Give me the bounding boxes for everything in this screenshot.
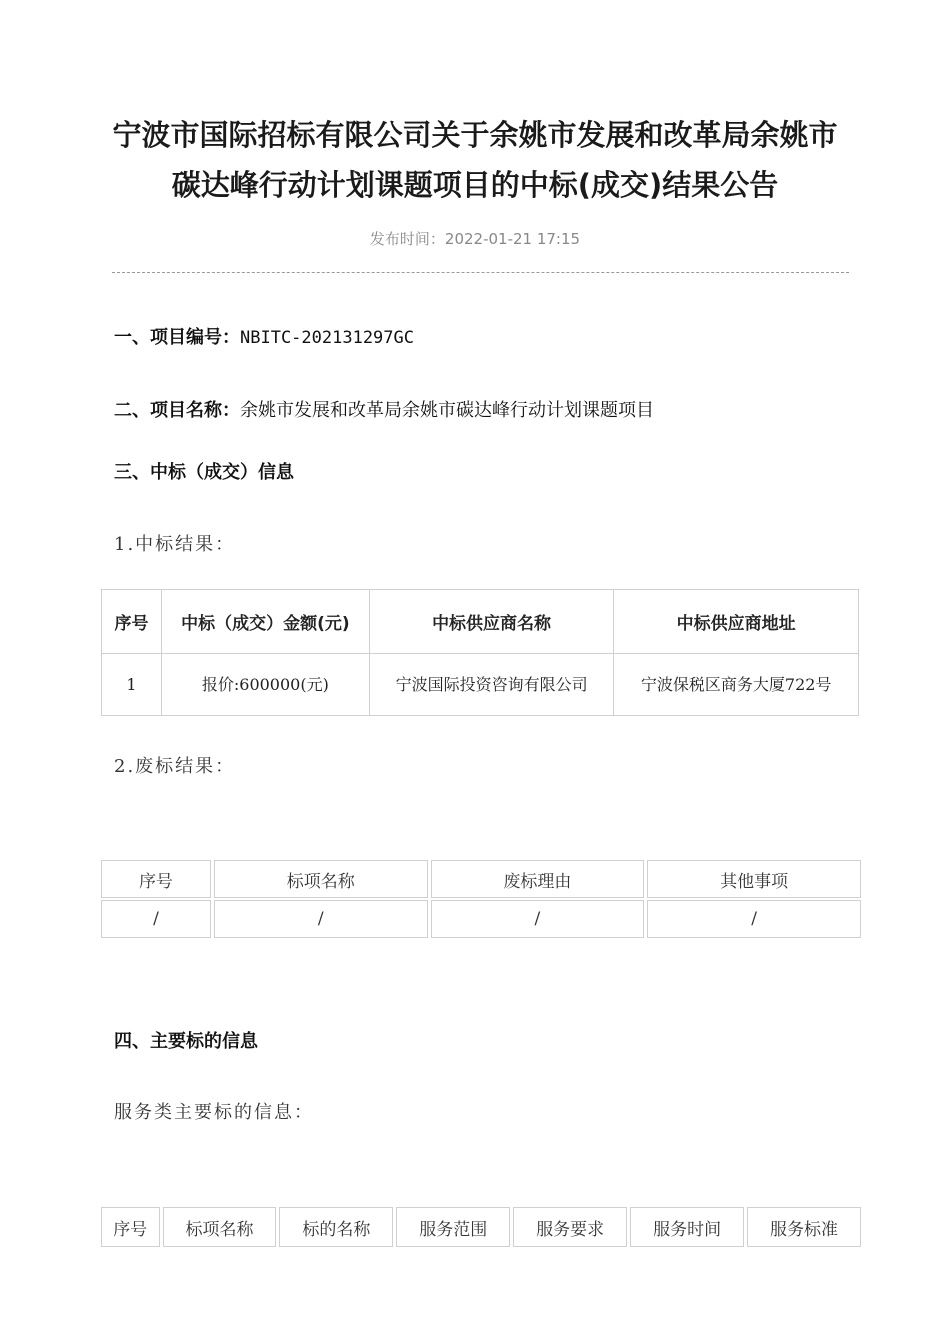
service-header-subject-name: 标的名称 — [279, 1207, 393, 1247]
fail-cell-reason: / — [431, 900, 645, 938]
section-project-name — [114, 396, 654, 422]
win-header-index: 序号 — [102, 590, 162, 654]
publish-time: 发布时间：2022-01-21 17:15 — [369, 230, 581, 248]
section-project-name-label: 二、项目名称： — [114, 400, 240, 421]
dashed-divider — [112, 272, 849, 273]
section-award-info: 三、中标（成交）信息 — [114, 462, 294, 483]
service-header-standard: 服务标准 — [747, 1207, 861, 1247]
service-subject-table — [98, 1205, 864, 1249]
win-cell-supplier-address: 宁波保税区商务大厦722号 — [614, 654, 859, 716]
fail-header-lot-name: 标项名称 — [214, 860, 428, 898]
win-result-label: 1.中标结果： — [114, 534, 236, 555]
service-header-lot-name: 标项名称 — [163, 1207, 277, 1247]
section-main-subject: 四、主要标的信息 — [114, 1031, 258, 1052]
service-header-requirement: 服务要求 — [513, 1207, 627, 1247]
notice-title-line-2: 碳达峰行动计划课题项目的中标(成交)结果公告 — [171, 168, 779, 202]
service-header-index: 序号 — [101, 1207, 160, 1247]
service-info-label: 服务类主要标的信息： — [114, 1102, 314, 1123]
win-cell-supplier-name: 宁波国际投资咨询有限公司 — [369, 654, 614, 716]
win-header-supplier-address: 中标供应商地址 — [614, 590, 859, 654]
fail-table-header-row — [101, 860, 861, 898]
fail-cell-lot-name: / — [214, 900, 428, 938]
win-cell-index: 1 — [102, 654, 162, 716]
service-header-scope: 服务范围 — [396, 1207, 510, 1247]
fail-result-table — [98, 858, 864, 940]
win-table-header-row — [102, 590, 859, 654]
fail-result-label: 2.废标结果： — [114, 756, 236, 777]
service-header-time: 服务时间 — [630, 1207, 744, 1247]
project-number-value: NBITC-202131297GC — [240, 328, 414, 348]
section-project-number-label: 一、项目编号： — [114, 327, 240, 348]
fail-header-index: 序号 — [101, 860, 211, 898]
fail-cell-index: / — [101, 900, 211, 938]
project-name-value: 余姚市发展和改革局余姚市碳达峰行动计划课题项目 — [240, 400, 654, 421]
section-project-number — [114, 323, 414, 349]
notice-title-line-1: 宁波市国际招标有限公司关于余姚市发展和改革局余姚市 — [112, 118, 838, 152]
win-header-amount: 中标（成交）金额(元) — [161, 590, 369, 654]
fail-header-reason: 废标理由 — [431, 860, 645, 898]
fail-header-other: 其他事项 — [647, 860, 861, 898]
table-row — [101, 900, 861, 938]
win-cell-amount: 报价:600000(元) — [161, 654, 369, 716]
win-result-table — [101, 589, 859, 716]
win-header-supplier-name: 中标供应商名称 — [369, 590, 614, 654]
service-table-header-row — [101, 1207, 861, 1247]
fail-cell-other: / — [647, 900, 861, 938]
table-row — [102, 654, 859, 716]
